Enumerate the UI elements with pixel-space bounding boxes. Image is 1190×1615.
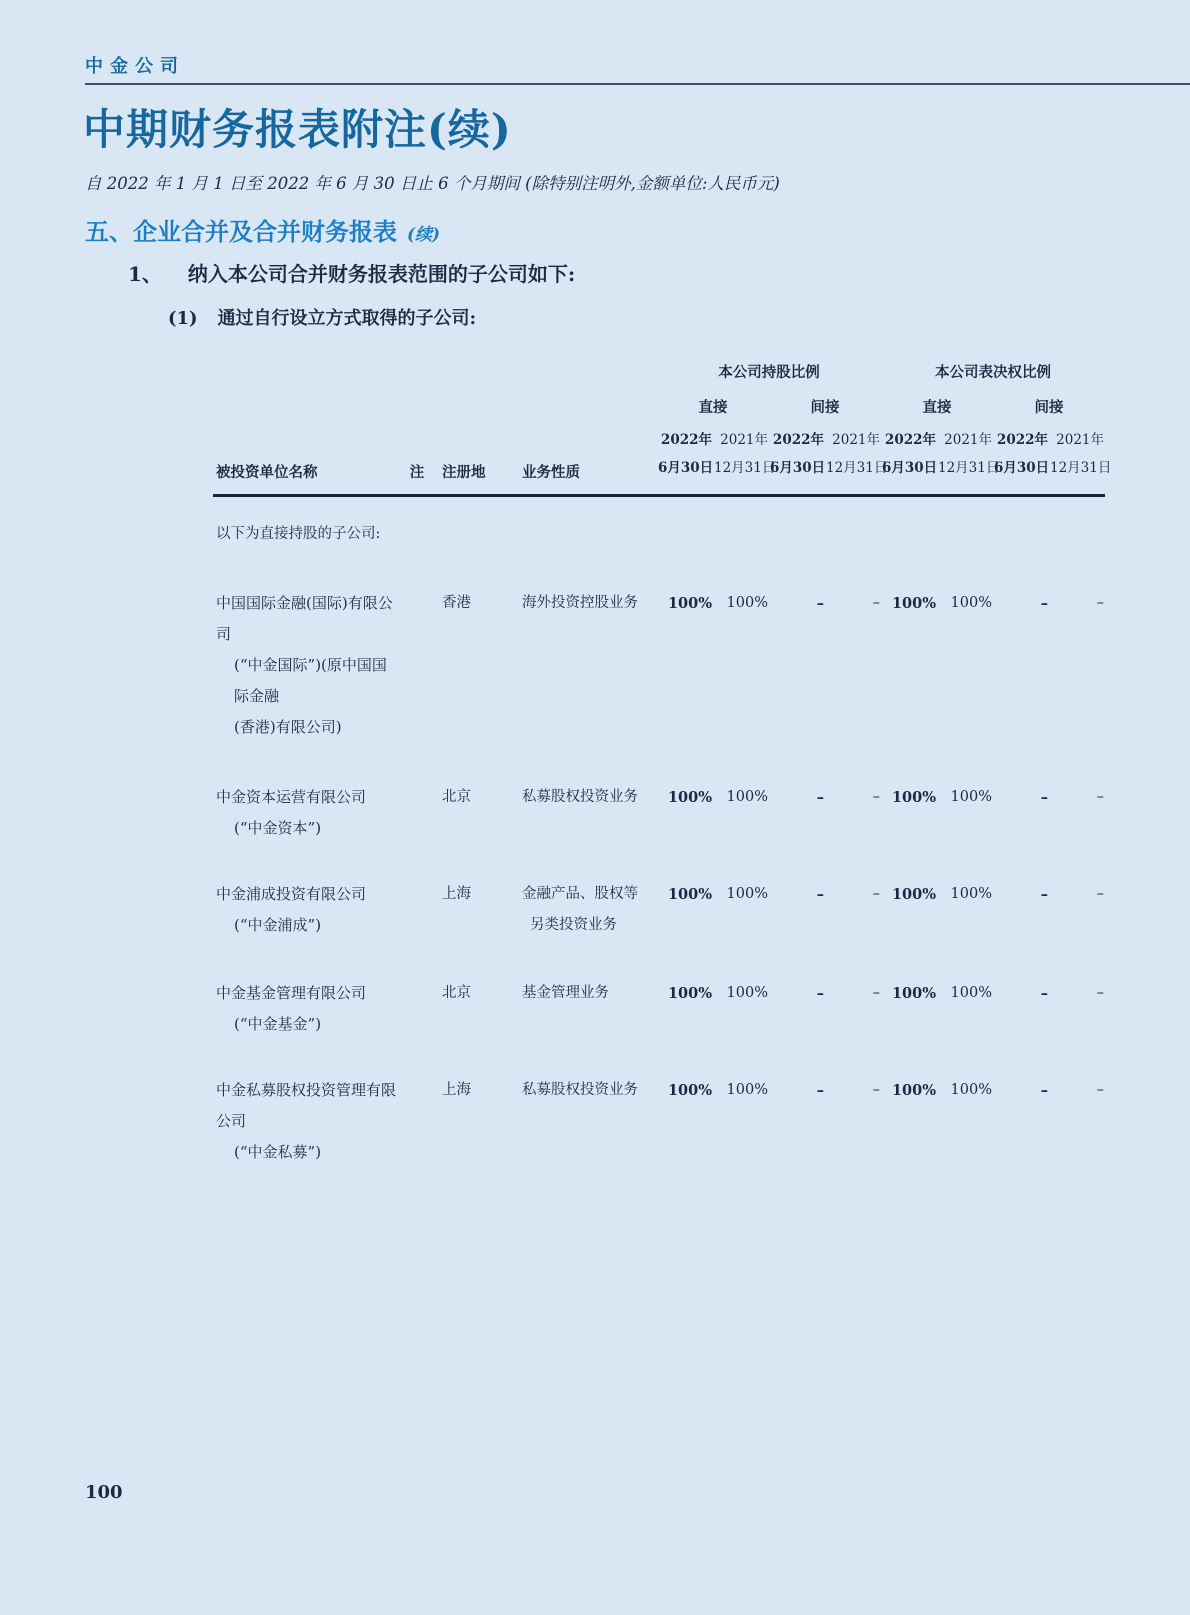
table-row	[213, 548, 1105, 744]
cell-business-nature: 基金管理业务	[522, 985, 609, 1001]
cell-value: –	[1096, 886, 1104, 902]
cell-note	[398, 845, 436, 942]
cell-value: 100%	[726, 595, 768, 611]
cell-value: –	[1040, 985, 1048, 1002]
group-header-shareholding-ratio: 本公司持股比例	[718, 364, 820, 381]
cell-value: –	[1040, 1082, 1048, 1099]
header-rule	[85, 83, 1190, 85]
cell-value: 100%	[667, 789, 712, 806]
cell-investee-name: 中国国际金融(国际)有限公司 (“中金国际”)(原中国国际金融 (香港)有限公司)	[216, 594, 393, 736]
period-header-1: 2022年 6月30日	[657, 425, 713, 496]
cell-value: –	[1096, 1082, 1104, 1098]
cell-registered-place: 北京	[442, 789, 471, 805]
cell-investee-name: 中金基金管理有限公司 (“中金基金”)	[216, 984, 367, 1033]
cell-value: –	[1040, 595, 1048, 612]
cell-value: 100%	[667, 595, 712, 612]
table-section-note-row	[213, 496, 1105, 549]
cell-investee-name: 中金私募股权投资管理有限公司 (“中金私募”)	[216, 1081, 397, 1161]
subgroup-header-direct-2: 直接	[922, 399, 952, 416]
cell-value: 100%	[950, 985, 992, 1001]
cell-note	[398, 1041, 436, 1169]
cell-value: –	[872, 1082, 880, 1098]
cell-value: 100%	[726, 789, 768, 805]
table-row	[213, 744, 1105, 845]
cell-registered-place: 上海	[442, 886, 471, 902]
subsidiaries-table-wrap	[213, 347, 1112, 1169]
list-item-1-1	[168, 304, 476, 330]
cell-value: 100%	[950, 595, 992, 611]
column-header-note: 注	[398, 347, 436, 496]
brand-name: 中金公司	[85, 56, 185, 77]
period-header-5: 2022年 6月30日	[881, 425, 937, 496]
cell-business-nature: 私募股权投资业务	[522, 789, 638, 805]
page-number: 100	[85, 1482, 123, 1503]
cell-business-nature: 私募股权投资业务	[522, 1082, 638, 1098]
cell-value: –	[872, 985, 880, 1001]
period-header-7: 2022年 6月30日	[993, 425, 1049, 496]
cell-business-nature: 金融产品、股权等 另类投资业务	[522, 886, 638, 933]
table-section-note: 以下为直接持股的子公司:	[216, 526, 381, 542]
subgroup-header-indirect-1: 间接	[810, 399, 840, 416]
list-item-1-text: 纳入本公司合并财务报表范围的子公司如下:	[187, 262, 576, 286]
cell-value: 100%	[667, 985, 712, 1002]
cell-investee-name: 中金浦成投资有限公司 (“中金浦成”)	[216, 885, 367, 934]
cell-value: 100%	[891, 985, 936, 1002]
period-header-4: 2021年 12月31日	[825, 425, 881, 496]
cell-value: –	[816, 985, 824, 1002]
section-heading	[85, 212, 440, 247]
cell-value: –	[1096, 595, 1104, 611]
cell-value: 100%	[667, 1082, 712, 1099]
cell-value: 100%	[726, 985, 768, 1001]
cell-value: –	[872, 789, 880, 805]
cell-value: –	[816, 595, 824, 612]
cell-value: 100%	[891, 1082, 936, 1099]
cell-value: 100%	[726, 886, 768, 902]
cell-value: –	[1040, 789, 1048, 806]
cell-value: 100%	[891, 789, 936, 806]
cell-value: 100%	[891, 886, 936, 903]
period-header-8: 2021年 12月31日	[1049, 425, 1105, 496]
subgroup-header-direct-1: 直接	[698, 399, 728, 416]
column-header-investee-name: 被投资单位名称	[213, 347, 398, 496]
cell-note	[398, 744, 436, 845]
cell-value: –	[816, 1082, 824, 1099]
cell-registered-place: 北京	[442, 985, 471, 1001]
cell-value: 100%	[667, 886, 712, 903]
cell-note	[398, 548, 436, 744]
page-title: 中期财务报表附注(续)	[83, 105, 512, 154]
cell-value: 100%	[726, 1082, 768, 1098]
period-header-3: 2022年 6月30日	[769, 425, 825, 496]
list-item-1-number: 1、	[128, 262, 162, 286]
cell-value: –	[1040, 886, 1048, 903]
cell-value: –	[816, 886, 824, 903]
cell-note	[398, 942, 436, 1041]
cell-value: –	[872, 886, 880, 902]
group-header-voting-ratio: 本公司表决权比例	[935, 364, 1051, 381]
cell-investee-name: 中金资本运营有限公司 (“中金资本”)	[216, 788, 367, 837]
cell-value: –	[872, 595, 880, 611]
list-item-1	[128, 258, 575, 287]
cell-value: 100%	[950, 886, 992, 902]
cell-business-nature: 海外投资控股业务	[522, 595, 638, 611]
cell-value: 100%	[950, 1082, 992, 1098]
column-header-registered-place: 注册地	[436, 347, 514, 496]
period-header-6: 2021年 12月31日	[937, 425, 993, 496]
cell-value: –	[1096, 789, 1104, 805]
cell-value: 100%	[891, 595, 936, 612]
table-row	[213, 942, 1105, 1041]
period-header-2: 2021年 12月31日	[713, 425, 769, 496]
section-heading-text: 五、企业合并及合并财务报表	[85, 217, 397, 246]
column-header-business-nature: 业务性质	[514, 347, 657, 496]
table-row	[213, 845, 1105, 942]
table-group-header-row	[213, 347, 1105, 390]
table-row	[213, 1041, 1105, 1169]
list-item-1-1-text: 通过自行设立方式取得的子公司:	[217, 308, 477, 329]
list-item-1-1-number: (1)	[168, 308, 198, 329]
cell-registered-place: 上海	[442, 1082, 471, 1098]
cell-registered-place: 香港	[442, 595, 471, 611]
section-heading-suffix: (续)	[407, 225, 441, 245]
cell-value: 100%	[950, 789, 992, 805]
cell-value: –	[1096, 985, 1104, 1001]
subgroup-header-indirect-2: 间接	[1034, 399, 1064, 416]
cell-value: –	[816, 789, 824, 806]
subsidiaries-table	[213, 347, 1112, 1169]
page-subtitle: 自 2022 年 1 月 1 日至 2022 年 6 月 30 日止 6 个月期间 (除特别注明外,金额单位:人民币元)	[85, 174, 780, 193]
